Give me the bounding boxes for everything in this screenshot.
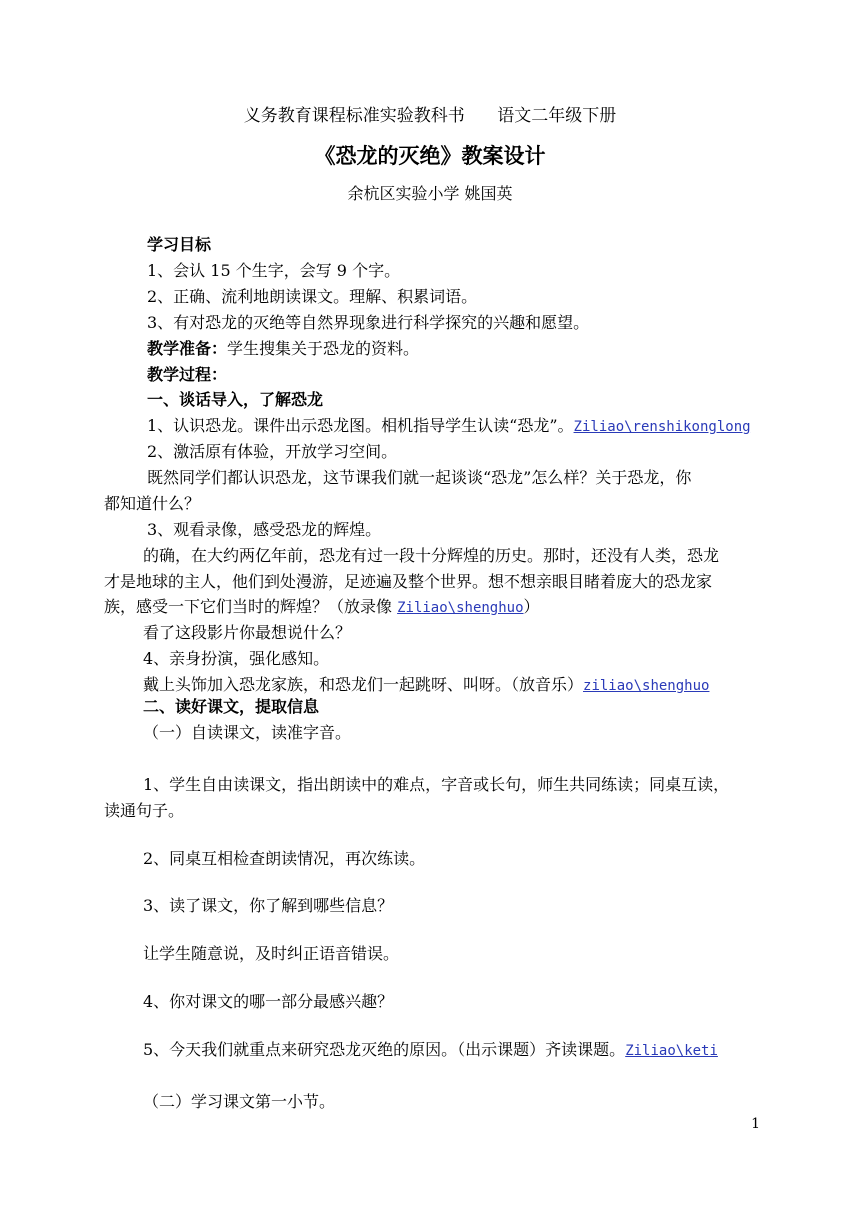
paragraph-line — [143, 1040, 718, 1061]
page-number: 1 — [751, 1116, 760, 1132]
paragraph-line: 2、同桌互相检查朗读情况，再次练读。 — [143, 849, 426, 868]
paragraph-line — [143, 675, 709, 696]
grade-title: 语文二年级下册 — [497, 106, 617, 126]
renshikonglong-link[interactable]: Ziliao\renshikonglong — [573, 419, 751, 435]
paragraph-line: 看了这段影片你最想说什么？ — [143, 623, 352, 642]
prep-line — [147, 339, 419, 359]
author-line: 余杭区实验小学 姚国英 — [347, 184, 513, 203]
paragraph-line: 1、学生自由读课文，指出朗读中的难点，字音或长句，师生共同练读；同桌互读， — [143, 775, 730, 794]
goals-heading: 学习目标 — [147, 235, 212, 254]
paragraph-line — [104, 597, 540, 618]
page-title: 《恐龙的灭绝》教案设计 — [314, 143, 546, 168]
paragraph-line: 的确，在大约两亿年前，恐龙有过一段十分辉煌的历史。那时，还没有人类，恐龙 — [143, 546, 720, 565]
goal-item: 2、正确、流利地朗读课文。理解、积累词语。 — [147, 287, 478, 306]
paragraph-line: 都知道什么？ — [104, 494, 201, 513]
part1-step4: 4、亲身扮演，强化感知。 — [143, 649, 330, 668]
part2-sub1: （一）自读课文，读准字音。 — [143, 723, 352, 742]
paragraph-line: 3、读了课文，你了解到哪些信息？ — [143, 896, 394, 915]
paragraph-text: ） — [523, 597, 540, 616]
part1-step2: 2、激活原有体验，开放学习空间。 — [147, 442, 398, 461]
paragraph-text: 5、今天我们就重点来研究恐龙灭绝的原因。（出示课题）齐读课题。 — [143, 1040, 626, 1059]
header-line — [0, 106, 860, 126]
part2-sub2: （二）学习课文第一小节。 — [143, 1092, 336, 1111]
step1-text: 1、认识恐龙。课件出示恐龙图。相机指导学生认读“恐龙”。 — [147, 416, 574, 435]
paragraph-line: 既然同学们都认识恐龙，这节课我们就一起谈谈“恐龙”怎么样？关于恐龙，你 — [147, 468, 692, 487]
paragraph-text: 戴上头饰加入恐龙家族，和恐龙们一起跳呀、叫呀。（放音乐） — [143, 675, 584, 694]
paragraph-line: 4、你对课文的哪一部分最感兴趣？ — [143, 992, 394, 1011]
shenghuo-video-link[interactable]: Ziliao\shenghuo — [397, 600, 524, 616]
part2-heading: 二、读好课文，提取信息 — [143, 697, 320, 716]
paragraph-line: 读通句子。 — [104, 801, 185, 820]
paragraph-line: 才是地球的主人，他们到处漫游，足迹遍及整个世界。想不想亲眼目睹着庞大的恐龙家 — [104, 572, 713, 591]
goal-item: 1、会认 15 个生字，会写 9 个字。 — [147, 261, 401, 280]
prep-text: 学生搜集关于恐龙的资料。 — [227, 339, 420, 358]
series-title: 义务教育课程标准实验教科书 — [243, 106, 465, 126]
goal-item: 3、有对恐龙的灭绝等自然界现象进行科学探究的兴趣和愿望。 — [147, 313, 590, 332]
part1-step3: 3、观看录像，感受恐龙的辉煌。 — [147, 520, 382, 539]
keti-link[interactable]: Ziliao\keti — [625, 1043, 718, 1059]
process-heading: 教学过程： — [147, 365, 228, 384]
part1-step1 — [147, 416, 751, 437]
paragraph-line: 让学生随意说，及时纠正语音错误。 — [143, 944, 400, 963]
paragraph-text: 族，感受一下它们当时的辉煌？（放录像 — [104, 597, 398, 616]
part1-heading: 一、谈话导入，了解恐龙 — [147, 390, 324, 409]
shenghuo-music-link[interactable]: ziliao\shenghuo — [583, 678, 710, 694]
prep-label: 教学准备： — [147, 339, 228, 358]
